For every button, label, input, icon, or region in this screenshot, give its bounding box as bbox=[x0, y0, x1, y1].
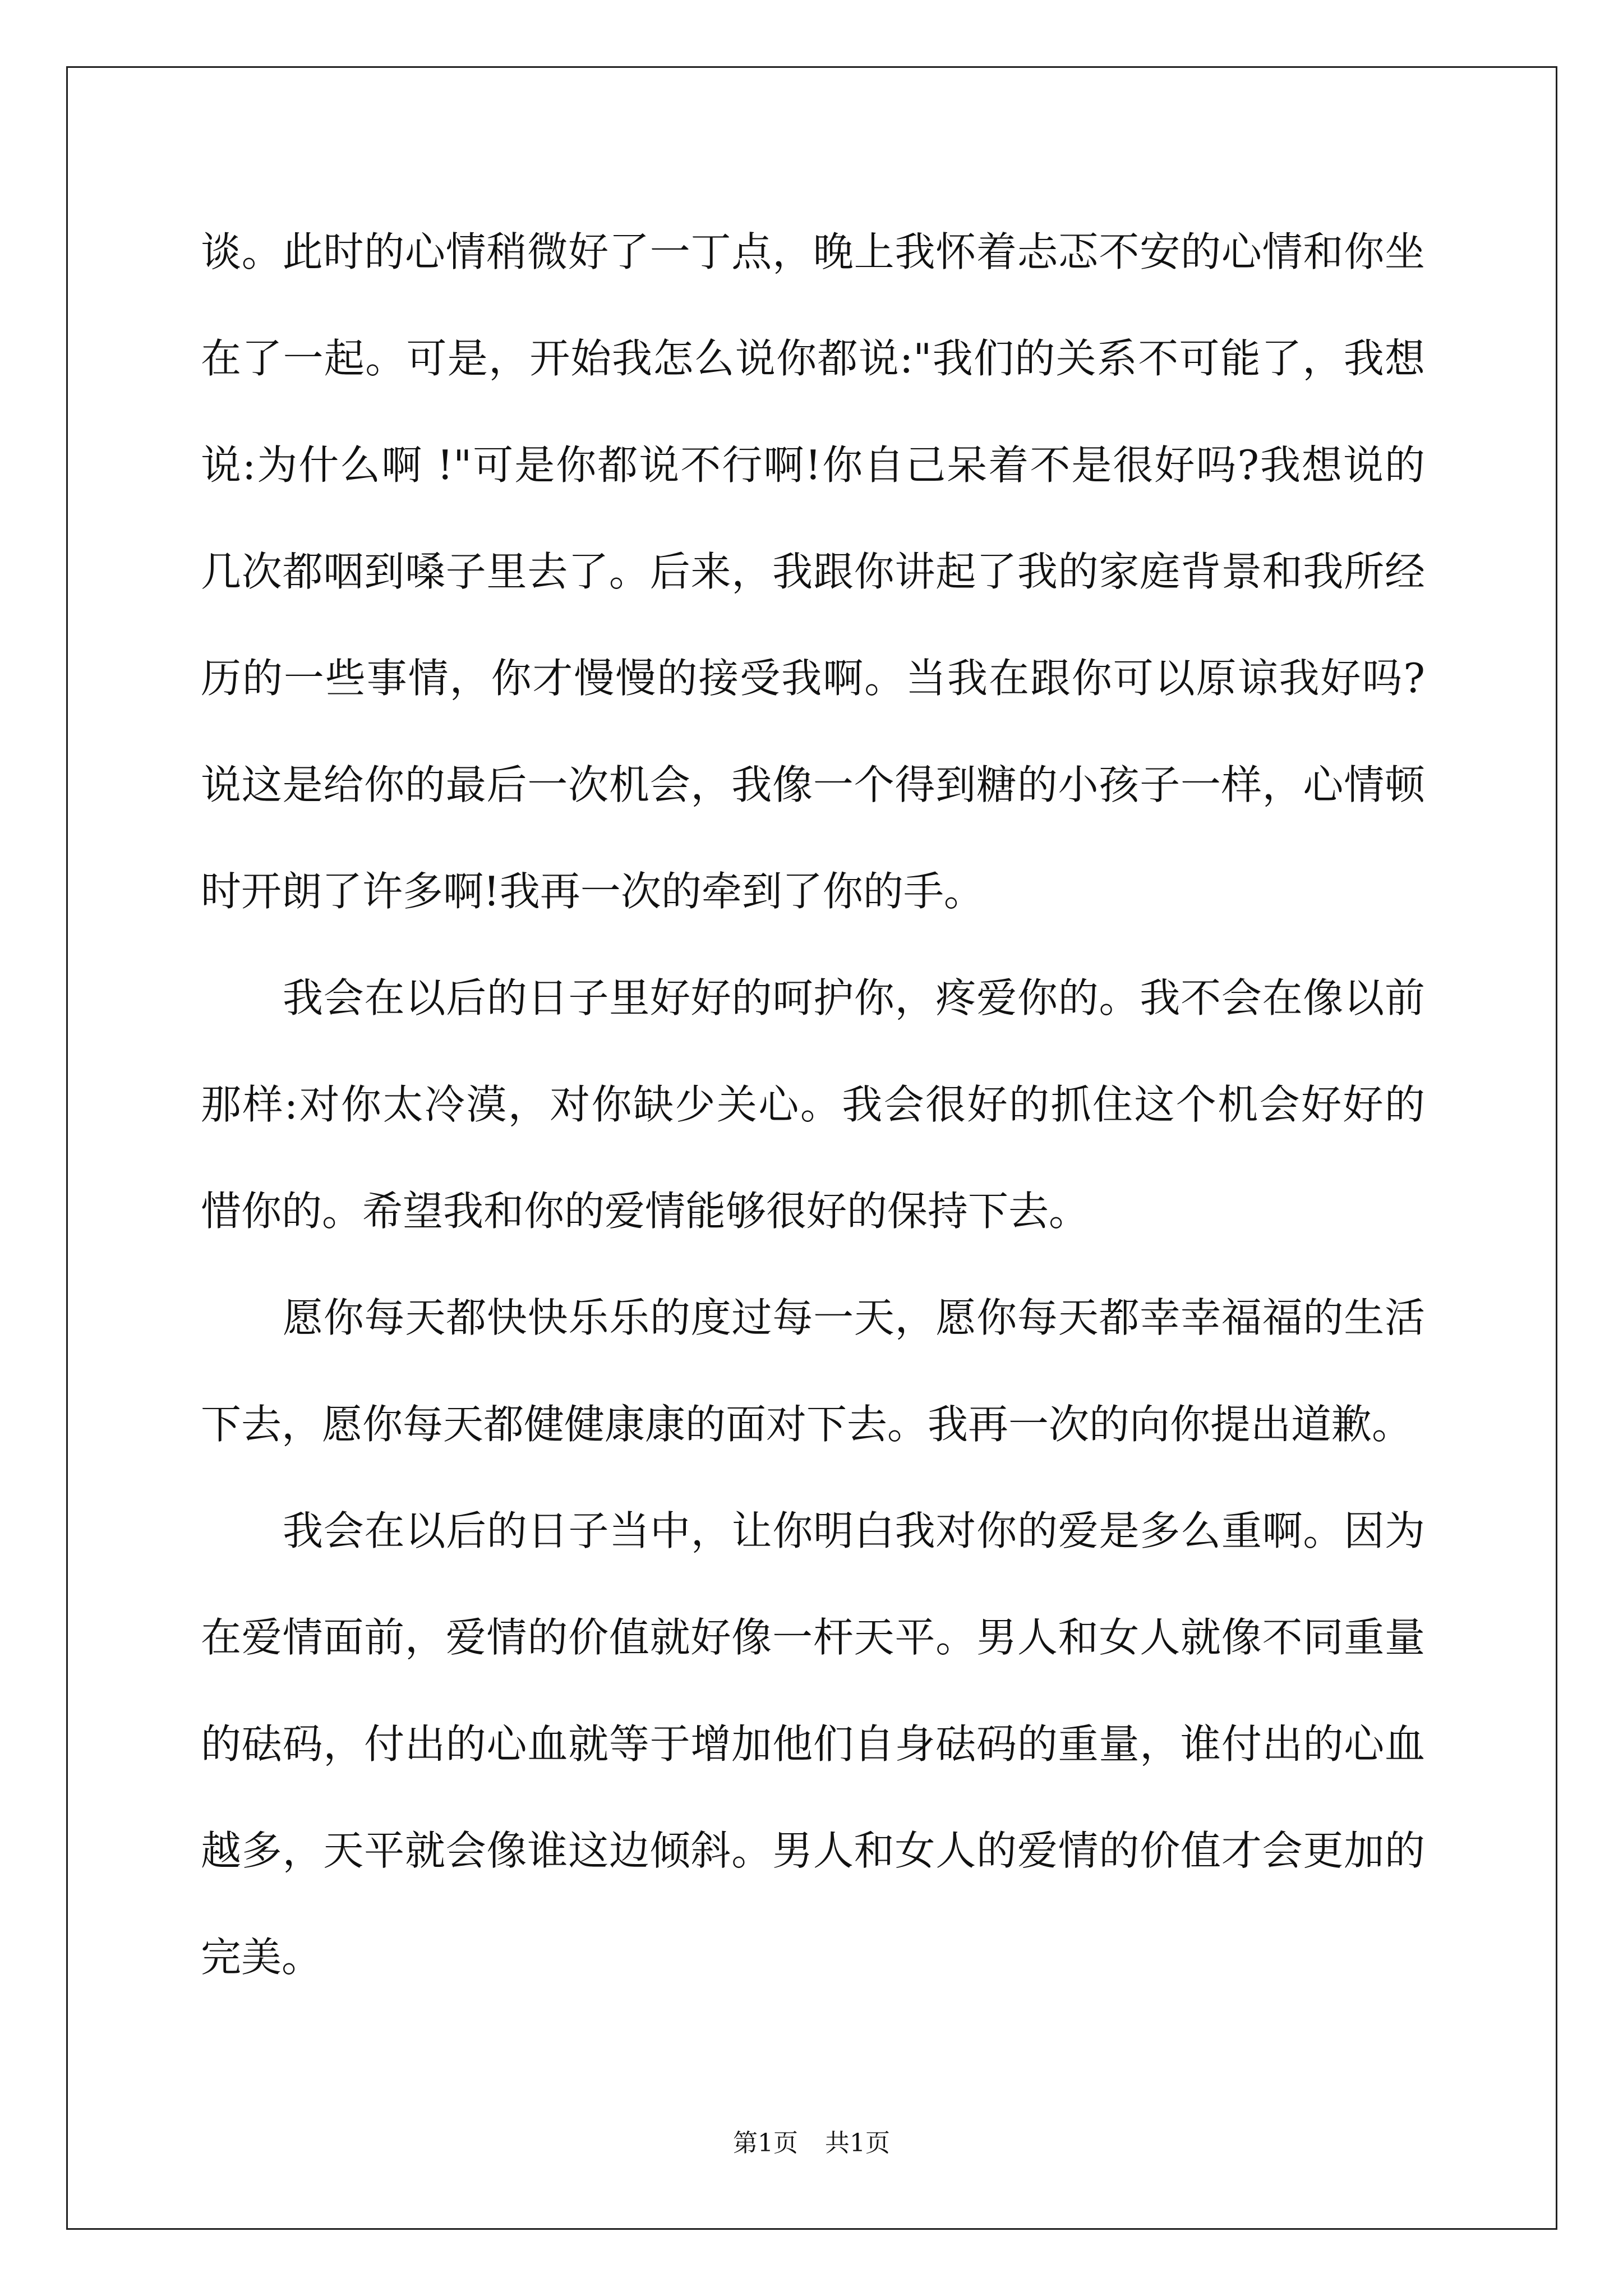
paragraph bbox=[201, 199, 1425, 945]
text-line: 时开朗了许多啊!我再一次的牵到了你的手。 bbox=[201, 868, 984, 915]
text-line: 越多，天平就会像谁这边倾斜。男人和女人的爱情的价值才会更加的 bbox=[201, 1827, 1425, 1874]
text-line: 我会在以后的日子当中，让你明白我对你的爱是多么重啊。因为 bbox=[283, 1507, 1425, 1554]
text-line: 说这是给你的最后一次机会，我像一个得到糖的小孩子一样，心情顿 bbox=[201, 761, 1425, 808]
text-line: 谈。此时的心情稍微好了一丁点，晚上我怀着忐忑不安的心情和你坐 bbox=[201, 228, 1425, 275]
text-line: 下去，愿你每天都健健康康的面对下去。我再一次的向你提出道歉。 bbox=[201, 1401, 1413, 1448]
text-line: 历的一些事情，你才慢慢的接受我啊。当我在跟你可以原谅我好吗? bbox=[201, 655, 1425, 702]
text-line: 在爱情面前，爱情的价值就好像一杆天平。男人和女人就像不同重量 bbox=[201, 1614, 1425, 1661]
text-line: 完美。 bbox=[201, 1934, 322, 1981]
text-line: 那样:对你太冷漠，对你缺少关心。我会很好的抓住这个机会好好的 bbox=[201, 1081, 1425, 1128]
text-line: 的砝码，付出的心血就等于增加他们自身砝码的重量，谁付出的心血 bbox=[201, 1720, 1425, 1768]
text-line: 说:为什么啊 !"可是你都说不行啊!你自己呆着不是很好吗?我想说的 bbox=[201, 441, 1425, 489]
text-line: 在了一起。可是，开始我怎么说你都说:"我们的关系不可能了，我想 bbox=[201, 335, 1425, 382]
page-count: 共1页 bbox=[825, 2129, 890, 2157]
paragraph bbox=[201, 1264, 1425, 1478]
text-line: 愿你每天都快快乐乐的度过每一天，愿你每天都幸幸福福的生活 bbox=[283, 1294, 1425, 1341]
document-body bbox=[201, 199, 1425, 2010]
text-line: 惜你的。希望我和你的爱情能够很好的保持下去。 bbox=[201, 1188, 1090, 1235]
paragraph bbox=[201, 945, 1425, 1264]
paragraph bbox=[201, 1478, 1425, 2010]
text-line: 我会在以后的日子里好好的呵护你，疼爱你的。我不会在像以前 bbox=[283, 974, 1425, 1022]
page-footer bbox=[0, 2126, 1623, 2161]
page-number: 第1页 bbox=[733, 2129, 798, 2157]
text-line: 几次都咽到嗓子里去了。后来，我跟你讲起了我的家庭背景和我所经 bbox=[201, 548, 1425, 595]
